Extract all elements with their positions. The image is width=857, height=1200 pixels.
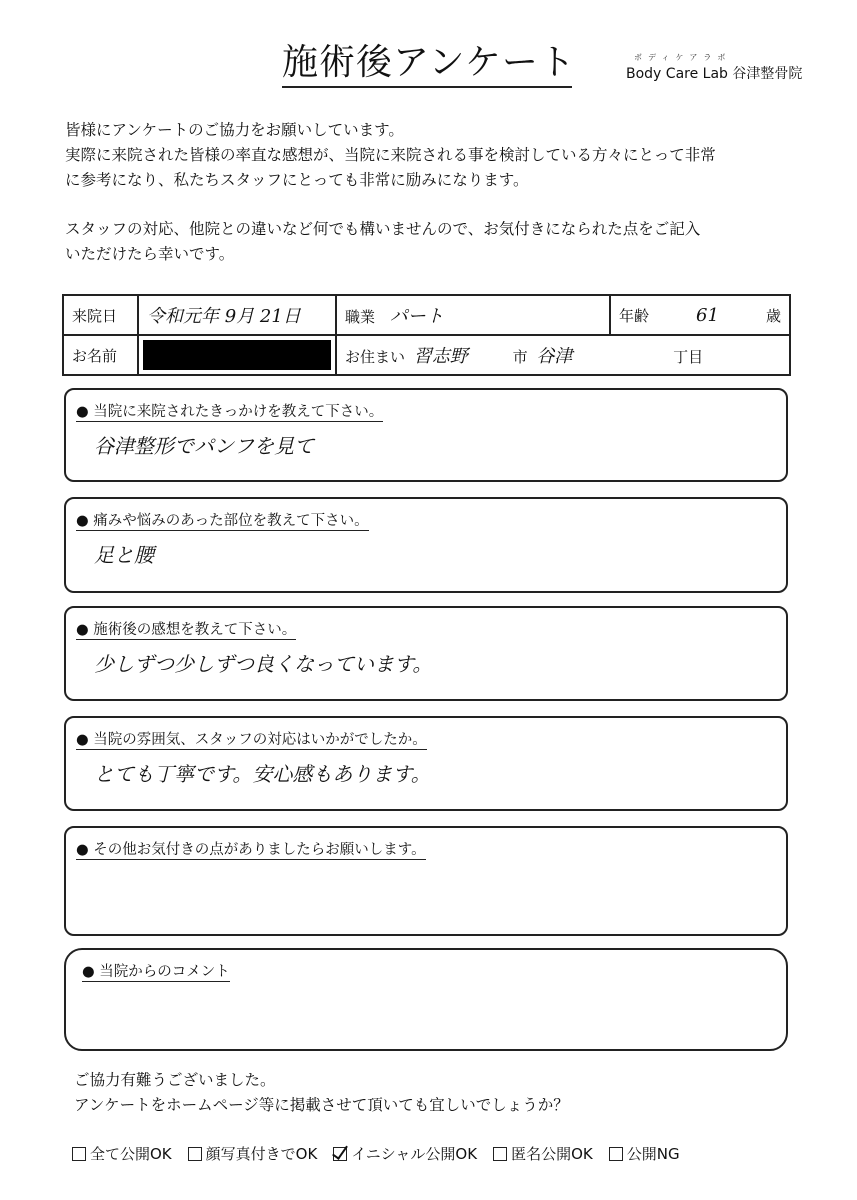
thanks-text: ご協力有難うございました。 [74, 1071, 276, 1089]
answer-text[interactable]: とても丁寧です。安心感もあります。 [94, 762, 431, 786]
name-label: お名前 [63, 335, 138, 375]
intro-line: に参考になり、私たちスタッフにとっても非常に励みになります。 [65, 171, 529, 189]
checkbox[interactable] [493, 1147, 507, 1161]
intro-text [65, 118, 795, 267]
option-all-public[interactable]: 全て公開OK [72, 1143, 172, 1164]
occupation-field[interactable] [336, 295, 610, 335]
occupation-label: 職業 [345, 308, 376, 326]
option-anonymous[interactable]: 匿名公開OK [493, 1143, 593, 1164]
age-value: 61 [696, 304, 719, 326]
checkbox[interactable] [609, 1147, 623, 1161]
town-value: 谷津 [536, 346, 573, 367]
checkbox[interactable] [72, 1147, 86, 1161]
redacted-name [143, 340, 331, 370]
intro-line: 皆様にアンケートのご協力をお願いしています。 [65, 121, 404, 139]
question-box-pain-area [64, 497, 788, 593]
option-no-publish[interactable]: 公開NG [609, 1143, 680, 1164]
question-box-impression [64, 606, 788, 701]
closing-text [74, 1068, 569, 1118]
option-initials[interactable]: イニシャル公開OK [333, 1143, 477, 1164]
age-label: 年齢 [619, 306, 650, 325]
question-box-trigger [64, 388, 788, 482]
checkbox-checked[interactable] [333, 1147, 347, 1161]
intro-line: スタッフの対応、他院との違いなど何でも構いませんので、お気付きになられた点をご記入 [65, 220, 701, 238]
question-label: ● 施術後の感想を教えて下さい。 [76, 618, 296, 640]
visit-date-label: 来院日 [63, 295, 138, 335]
question-box-atmosphere [64, 716, 788, 811]
chome-unit: 丁目 [673, 348, 704, 366]
question-label: ● 痛みや悩みのあった部位を教えて下さい。 [76, 509, 369, 531]
occupation-value: パート [389, 306, 444, 327]
age-field[interactable] [610, 295, 790, 335]
option-with-photo[interactable]: 顔写真付きでOK [188, 1143, 318, 1164]
brand-ruby: ボディケアラボ [634, 53, 732, 62]
question-label: ● 当院に来院されたきっかけを教えて下さい。 [76, 400, 383, 422]
brand-name: Body Care Lab 谷津整骨院 [626, 66, 803, 82]
consent-question: アンケートをホームページ等に掲載させて頂いても宜しいでしょうか？ [74, 1096, 569, 1114]
question-box-other [64, 826, 788, 936]
question-label: ● 当院の雰囲気、スタッフの対応はいかがでしたか。 [76, 728, 427, 750]
name-field[interactable] [138, 335, 336, 375]
city-value: 習志野 [413, 346, 468, 367]
answer-text[interactable]: 足と腰 [94, 543, 154, 567]
page-title: 施術後アンケート [282, 40, 572, 88]
age-unit: 歳 [765, 306, 781, 325]
publish-options [72, 1143, 680, 1164]
intro-line: いただけたら幸いです。 [65, 245, 235, 263]
city-unit: 市 [512, 348, 528, 366]
question-label: ● その他お気付きの点がありましたらお願いします。 [76, 838, 426, 860]
address-field[interactable] [336, 335, 790, 375]
question-label: ● 当院からのコメント [82, 960, 230, 982]
patient-info-table [62, 294, 791, 376]
address-label: お住まい [345, 348, 406, 366]
intro-line: 実際に来院された皆様の率直な感想が、当院に来院される事を検討している方々にとって非常 [65, 146, 716, 164]
checkbox[interactable] [188, 1147, 202, 1161]
answer-text[interactable]: 谷津整形でパンフを見て [94, 434, 314, 458]
answer-text[interactable]: 少しずつ少しずつ良くなっています。 [94, 652, 433, 676]
visit-date-field[interactable] [138, 295, 336, 335]
visit-date-value: 令和元年 9月 21日 [147, 306, 301, 327]
clinic-comment-box [64, 948, 788, 1051]
brand-logo [626, 52, 826, 83]
